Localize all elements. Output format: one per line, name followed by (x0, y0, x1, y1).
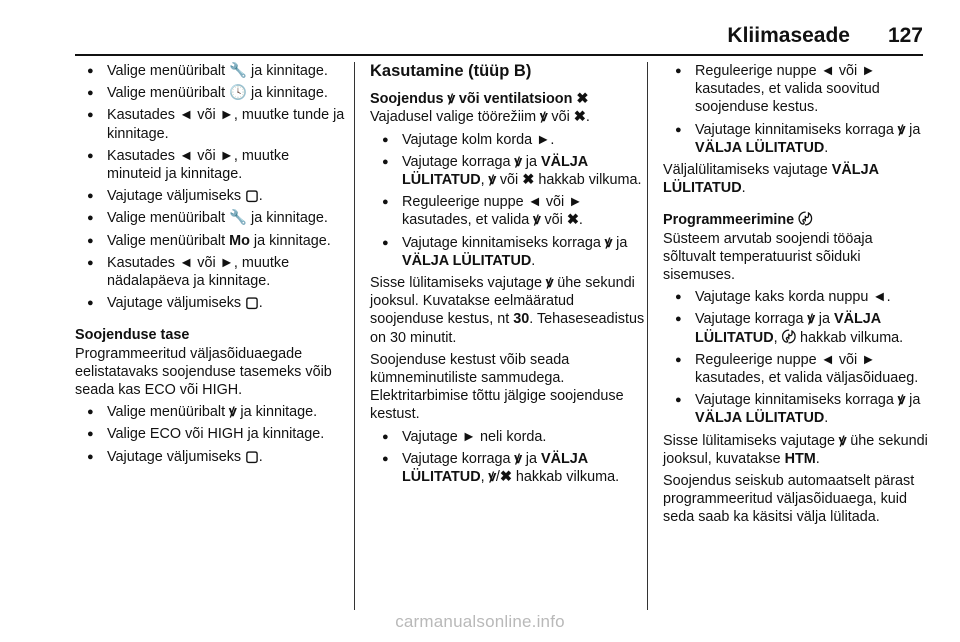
list-item: ● Vajutage väljumiseks ▢. (75, 448, 347, 466)
list-item: ● Vajutage väljumiseks ▢. (75, 294, 347, 312)
list-item: ● Reguleerige nuppe ◄ või ► kasutades, et valida ꝟ või ✖. (370, 193, 650, 229)
heater-icon: ꝟ (604, 234, 613, 251)
list-item: ● Valige menüüribalt 🕓 ja kinnitage. (75, 84, 347, 102)
fan-icon: ✖ (576, 91, 589, 108)
header-rule (75, 54, 923, 56)
list-item: ● Reguleerige nuppe ◄ või ► kasutades, et valida soovitud soojenduse kestus. (663, 62, 928, 117)
fan-icon: ✖ (566, 212, 579, 229)
list-item: ● Vajutage kinnitamiseks korraga ꝟ ja VÄLJA LÜLITATUD. (370, 234, 650, 270)
heater-icon: ꝟ (514, 450, 522, 467)
back-icon: ▢ (245, 448, 259, 465)
heater-icon: ꝟ (897, 392, 906, 409)
paragraph: Väljalülitamiseks vajutage VÄLJA LÜLITATUD. (663, 162, 879, 197)
paragraph: Vajadusel valige töörežiim ꝟ või ✖. (370, 109, 590, 126)
paragraph: Süsteem arvutab soojendi tööaja sõltuvalt temperatuurist sõiduki sisemuses. (663, 230, 873, 284)
fan-icon: ✖ (499, 469, 512, 486)
list-item: ● Vajutage väljumiseks ▢. (75, 187, 347, 205)
list-item: ● Vajutage kinnitamiseks korraga ꝟ ja VÄLJA LÜLITATUD. (663, 391, 928, 427)
section-heading: Soojenduse tase (75, 327, 190, 344)
list-item: ● Vajutage korraga ꝟ ja VÄLJA LÜLITATUD, ꝟ/✖ hakkab vilkuma. (370, 450, 650, 486)
list-item: ● Valige menüüribalt 🔧 ja kinnitage. (75, 62, 347, 80)
clock-icon: 🕓 (229, 85, 248, 102)
heater-icon: ꝟ (807, 311, 815, 328)
program-icon: 〄 (781, 329, 796, 346)
wrench-icon: 🔧 (229, 63, 248, 79)
paragraph: Soojendus seiskub automaatselt pärast programmeeritud väljasõiduaega, kuid seda saab ka käsitsi välja lülitada. (663, 473, 915, 526)
section-text: Programmeeritud väljasõiduaegade eelistatavaks soojenduse tasemeks võib seada kas ECO või HIGH. (75, 345, 332, 399)
list-item: ● Kasutades ◄ või ►, muutke minuteid ja kinnitage. (75, 147, 347, 183)
heater-icon: ꝟ (897, 121, 906, 138)
subsection-heading: Soojendus ꝟ või ventilatsioon ✖ (370, 91, 589, 108)
paragraph: Soojenduse kestust võib seada kümneminutiliste sammudega. Elektritarbimise tõttu jälgige soojenduse kestust. (370, 351, 624, 423)
watermark: carmanualsonline.info (395, 612, 565, 631)
heater-icon: ꝟ (514, 153, 522, 170)
heater-icon: ꝟ (488, 469, 496, 486)
list-item: ● Valige menüüribalt 🔧 ja kinnitage. (75, 209, 347, 227)
list-item: ● Vajutage kaks korda nuppu ◄. (663, 288, 928, 306)
section-heading: Programmeerimine 〄 (663, 212, 813, 229)
wrench-icon: 🔧 (229, 210, 248, 227)
list-item: ● Valige menüüribalt Mo ja kinnitage. (75, 232, 347, 250)
heater-icon: ꝟ (533, 212, 541, 229)
list-item: ● Kasutades ◄ või ►, muutke nädalapäeva ja kinnitage. (75, 254, 347, 290)
heater-icon: ꝟ (447, 91, 455, 108)
list-item: ● Vajutage kinnitamiseks korraga ꝟ ja VÄLJA LÜLITATUD. (663, 121, 928, 157)
column-1 (75, 62, 347, 470)
program-icon: 〄 (798, 212, 813, 229)
column-divider (354, 62, 355, 610)
column-3 (663, 62, 928, 531)
page-title: Kliimaseade (727, 24, 850, 47)
list-item: ● Vajutage korraga ꝟ ja VÄLJA LÜLITATUD, ꝟ või ✖ hakkab vilkuma. (370, 153, 650, 189)
fan-icon: ✖ (573, 109, 586, 126)
back-icon: ▢ (245, 188, 259, 205)
list-item: ● Reguleerige nuppe ◄ või ► kasutades, et valida väljasõiduaeg. (663, 351, 928, 387)
column-2 (370, 62, 650, 490)
heater-icon: ꝟ (540, 109, 548, 126)
fan-icon: ✖ (522, 172, 535, 189)
list-item: ● Vajutage ► neli korda. (370, 428, 650, 446)
heater-icon: ꝟ (545, 275, 554, 292)
list-item: ● Vajutage kolm korda ►. (370, 131, 650, 149)
back-icon: ▢ (245, 295, 259, 312)
paragraph: Sisse lülitamiseks vajutage ꝟ ühe sekundi jooksul, kuvatakse HTM. (663, 432, 928, 467)
heater-icon: ꝟ (838, 432, 847, 449)
heater-icon: ꝟ (229, 404, 237, 421)
heater-icon: ꝟ (488, 172, 496, 189)
list-item: ● Valige ECO või HIGH ja kinnitage. (75, 425, 347, 443)
page-number: 127 (887, 24, 923, 47)
section-title: Kasutamine (tüüp B) (370, 62, 532, 80)
paragraph: Sisse lülitamiseks vajutage ꝟ ühe sekundi jooksul. Kuvatakse eelmääratud soojenduse kestus, nt 30. Tehaseseadistus on 30 minutit. (370, 275, 645, 346)
list-item: ● Kasutades ◄ või ►, muutke tunde ja kinnitage. (75, 106, 347, 142)
page-header (0, 0, 960, 56)
list-item: ● Valige menüüribalt ꝟ ja kinnitage. (75, 403, 347, 421)
list-item: ● Vajutage korraga ꝟ ja VÄLJA LÜLITATUD, 〄 hakkab vilkuma. (663, 310, 928, 346)
